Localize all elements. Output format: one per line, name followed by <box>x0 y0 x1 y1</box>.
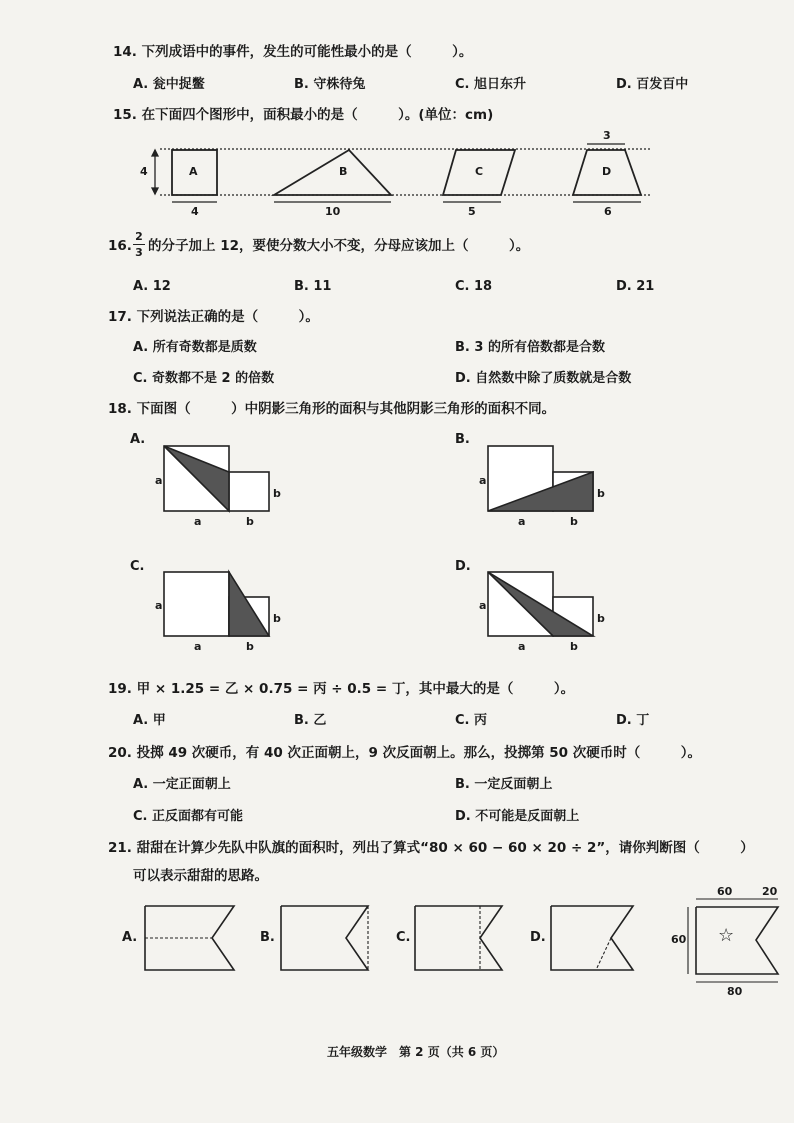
q18-option-d[interactable]: D. <box>455 559 471 574</box>
q21-stem-line1: 21. 甜甜在计算少先队中队旗的面积时，列出了算式“80 × 60 − 60 × 20 ÷ 2”，请你判断图（ ） <box>108 840 754 856</box>
q18-c-bottom-b: b <box>246 640 254 653</box>
q19-stem: 19. 甲 × 1.25 = 乙 × 0.75 = 丙 ÷ 0.5 = 丁，其中最大的是（ ）。 <box>108 681 575 697</box>
q21-flag-c <box>415 906 502 970</box>
q20-stem: 20. 投掷 49 次硬币，有 40 次正面朝上，9 次反面朝上。那么，投掷第 50 次硬币时（ ）。 <box>108 745 702 761</box>
page-footer: 五年级数学 第 2 页（共 6 页） <box>327 1045 505 1059</box>
q19-option-c[interactable]: C. 丙 <box>455 713 488 728</box>
q15-height-label: 4 <box>140 165 148 178</box>
q18-b-side-b: b <box>597 487 605 500</box>
q14-stem: 14. 下列成语中的事件，发生的可能性最小的是（ ）。 <box>113 44 473 60</box>
q16-option-b[interactable]: B. 11 <box>294 279 332 294</box>
q18-b-bottom-b: b <box>570 515 578 528</box>
q20-option-b[interactable]: B. 一定反面朝上 <box>455 777 553 792</box>
q18-a-side-a: a <box>155 474 163 487</box>
q16-option-c[interactable]: C. 18 <box>455 279 493 294</box>
q14-option-b[interactable]: B. 守株待兔 <box>294 77 366 92</box>
q18-option-c[interactable]: C. <box>130 559 145 574</box>
q15-stem: 15. 在下面四个图形中，面积最小的是（ ）。(单位：cm) <box>113 107 494 123</box>
q15-width-a: 4 <box>191 205 199 218</box>
q18-option-a[interactable]: A. <box>130 432 146 447</box>
q18-d-side-a: a <box>479 599 487 612</box>
q21-dim-60-top: 60 <box>717 885 733 898</box>
q15-label-a: A <box>189 165 198 178</box>
q18-d-bottom-b: b <box>570 640 578 653</box>
q17-option-d[interactable]: D. 自然数中除了质数就是合数 <box>455 371 632 386</box>
q18-c-bottom-a: a <box>194 640 202 653</box>
q15-top-d: 3 <box>603 129 611 142</box>
q21-flag-reference <box>696 907 778 974</box>
q19-option-d[interactable]: D. 丁 <box>616 713 650 728</box>
q18-d-bottom-a: a <box>518 640 526 653</box>
q16-stem: 的分子加上 12，要使分数大小不变，分母应该加上（ ）。 <box>148 238 530 254</box>
q18-a-bottom-b: b <box>246 515 254 528</box>
q21-option-a[interactable]: A. <box>122 930 138 945</box>
q15-label-d: D <box>602 165 612 178</box>
q17-option-a[interactable]: A. 所有奇数都是质数 <box>133 340 257 355</box>
q16-option-d[interactable]: D. 21 <box>616 279 655 294</box>
q20-option-c[interactable]: C. 正反面都有可能 <box>133 809 244 824</box>
q18-option-b[interactable]: B. <box>455 432 470 447</box>
q21-dim-80: 80 <box>727 985 743 998</box>
q15-width-b: 10 <box>325 205 341 218</box>
q18-b-bottom-a: a <box>518 515 526 528</box>
q20-option-a[interactable]: A. 一定正面朝上 <box>133 777 231 792</box>
q14-option-a[interactable]: A. 瓮中捉鳖 <box>133 77 205 92</box>
q18-stem: 18. 下面图（ ）中阴影三角形的面积与其他阴影三角形的面积不同。 <box>108 401 556 417</box>
q21-option-c[interactable]: C. <box>396 930 411 945</box>
q21-flag-b <box>281 906 368 970</box>
q14-option-d[interactable]: D. 百发百中 <box>616 77 689 92</box>
q18-b-side-a: a <box>479 474 487 487</box>
star-icon: ☆ <box>718 925 735 946</box>
q21-dim-20: 20 <box>762 885 778 898</box>
q17-stem: 17. 下列说法正确的是（ ）。 <box>108 309 319 325</box>
q20-option-d[interactable]: D. 不可能是反面朝上 <box>455 809 580 824</box>
q21-option-b[interactable]: B. <box>260 930 275 945</box>
q15-label-c: C <box>475 165 484 178</box>
q18-a-side-b: b <box>273 487 281 500</box>
q18-c-side-b: b <box>273 612 281 625</box>
q16-frac-num: 2 <box>135 230 143 243</box>
q18-a-bottom-a: a <box>194 515 202 528</box>
q21-option-d[interactable]: D. <box>530 930 546 945</box>
q15-label-b: B <box>339 165 348 178</box>
q18-c-side-a: a <box>155 599 163 612</box>
q21-flag-a <box>145 906 234 970</box>
q21-flag-d <box>551 906 633 970</box>
q17-option-b[interactable]: B. 3 的所有倍数都是合数 <box>455 340 605 355</box>
q15-width-d: 6 <box>604 205 612 218</box>
q19-option-a[interactable]: A. 甲 <box>133 713 166 728</box>
q16-number: 16. <box>108 238 132 254</box>
q15-width-c: 5 <box>468 205 476 218</box>
q19-option-b[interactable]: B. 乙 <box>294 713 327 728</box>
q18-d-side-b: b <box>597 612 605 625</box>
q16-option-a[interactable]: A. 12 <box>133 279 171 294</box>
q21-stem-line2: 可以表示甜甜的思路。 <box>133 868 268 884</box>
q14-option-c[interactable]: C. 旭日东升 <box>455 77 527 92</box>
q16-frac-den: 3 <box>135 246 143 259</box>
q21-dim-60-left: 60 <box>671 933 687 946</box>
q17-option-c[interactable]: C. 奇数都不是 2 的倍数 <box>133 371 275 386</box>
